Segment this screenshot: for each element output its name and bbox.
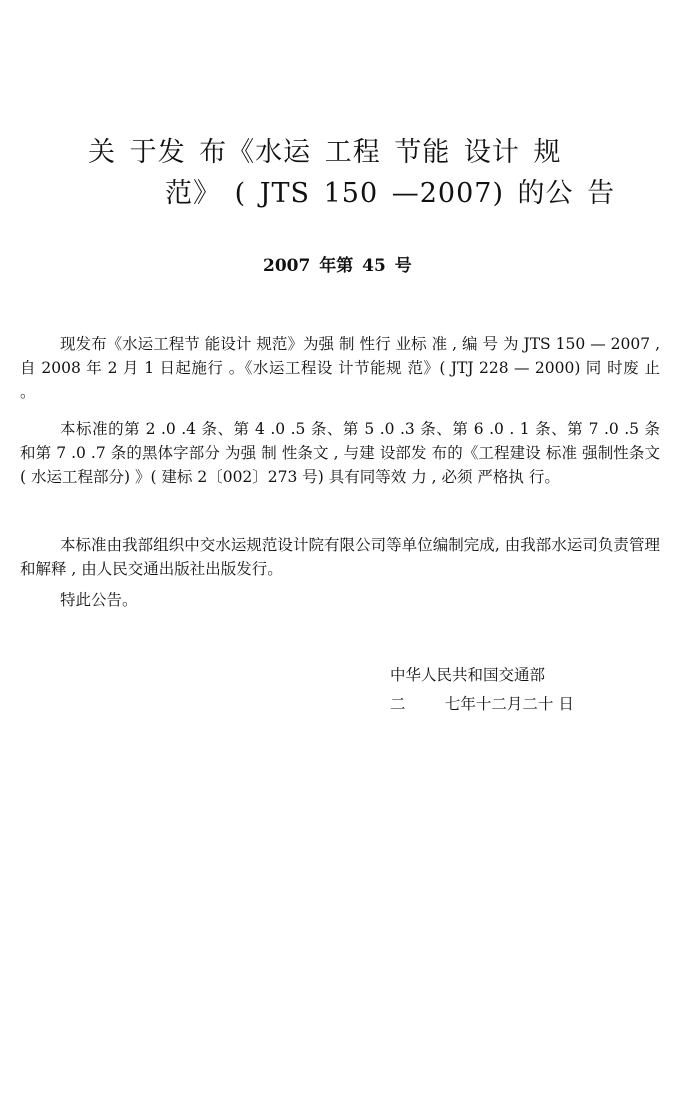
- page-title-line-1: 关 于发 布《水运 工程 节能 设计 规: [88, 137, 562, 168]
- body-paragraph-3: 本标准由我部组织中交水运规范设计院有限公司等单位编制完成, 由我部水运司负责管理和解释 , 由人民交通出版社出版发行。: [20, 535, 660, 578]
- body-paragraph-1: 现发布《水运工程节 能设计 规范》为强 制 性行 业标 准 , 编 号 为 JTS 150 — 2007 , 自 2008 年 2 月 1 日起施行 。《水运工程设 计节能规 范》( JTJ 228 — 2000) 同 时废 止 。: [20, 334, 660, 401]
- issue-date: 二 七年十二月二十 日: [390, 695, 574, 713]
- page-title-line-2: 范》 ( JTS 150 —2007) 的公 告: [165, 178, 616, 209]
- body-paragraph-2: 本标准的第 2 .0 .4 条、第 4 .0 .5 条、第 5 .0 .3 条、第 6 .0 . 1 条、第 7 .0 .5 条 和第 7 .0 .7 条的黑体字部分 为强 制 性条文 , 与建 设部发 布的《工程建设 标准 强制性条文( 水运工程部分) 》( 建标 2〔002〕273 号) 具有同等效 力 , 必须 严格执 行。: [20, 419, 660, 486]
- document-number: 2007 年第 45 号: [263, 256, 412, 276]
- body-paragraph-4: 特此公告。: [60, 590, 138, 609]
- issuer-signature: 中华人民共和国交通部: [390, 666, 546, 684]
